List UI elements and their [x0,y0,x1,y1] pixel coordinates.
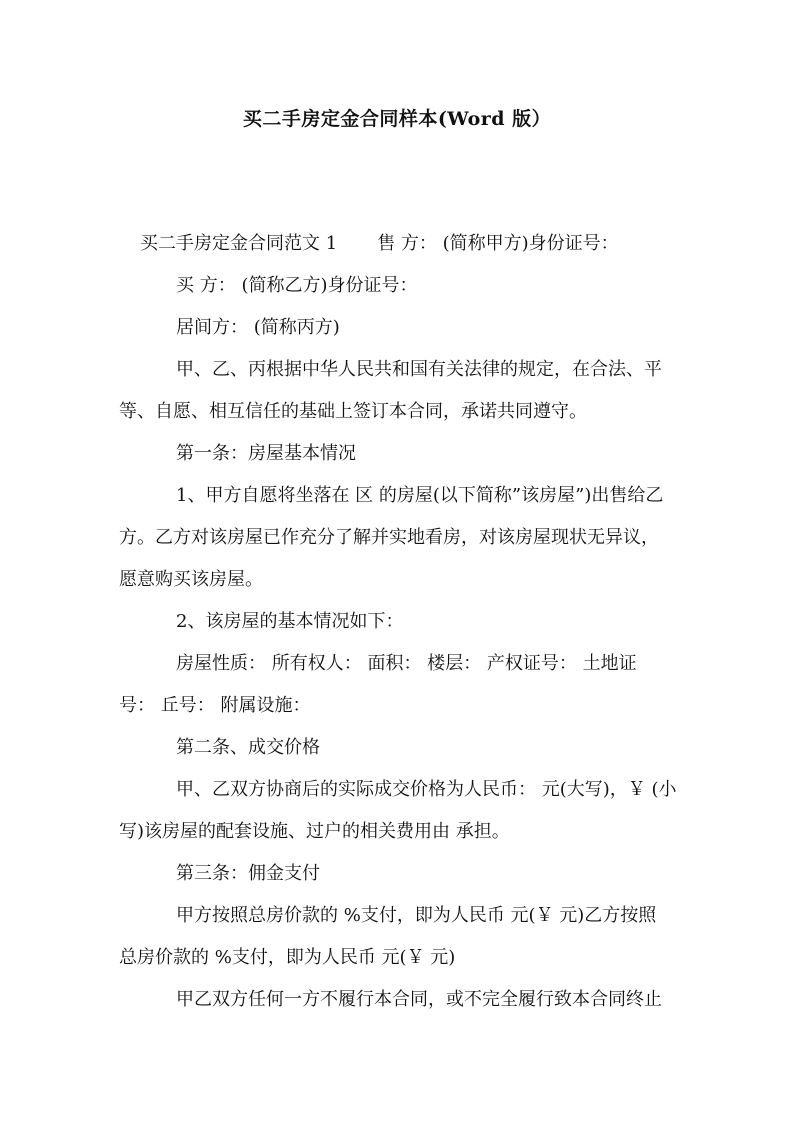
intro-heading: 买二手房定金合同范文 1 [140,233,338,254]
buyer-line: 买 方： (简称乙方)身份证号： [176,275,418,296]
article2-text-line: 甲、乙双方协商后的实际成交价格为人民币： 元(大写)，￥ (小 [176,779,677,800]
property-fields-line: 房屋性质： 所有权人： 面积： 楼层： 产权证号： 土地证 [176,653,637,674]
article3-text-line: 总房价款的 %支付，即为人民币 元(￥ 元) [119,947,456,968]
document-title: 买二手房定金合同样本(Word 版） [242,108,552,130]
article3-heading: 第三条：佣金支付 [176,863,320,884]
agent-line: 居间方： (简称丙方) [176,317,340,338]
preamble-line: 等、自愿、相互信任的基础上签订本合同，承诺共同遵守。 [119,401,587,422]
preamble-line: 甲、乙、丙根据中华人民共和国有关法律的规定，在合法、平 [176,359,662,380]
article1-clause1-line: 方。乙方对该房屋已作充分了解并实地看房，对该房屋现状无异议， [119,527,659,548]
article1-heading: 第一条：房屋基本情况 [176,443,356,464]
article1-clause2: 2、该房屋的基本情况如下： [176,611,404,632]
intro-line [140,232,619,256]
article1-clause1-line: 1、甲方自愿将坐落在 区 的房屋(以下简称”该房屋”)出售给乙 [176,485,664,506]
seller-line: 售 方： (简称甲方)身份证号： [377,233,619,254]
article1-clause1-line: 愿意购买该房屋。 [119,569,263,590]
final-text-line: 甲乙双方任何一方不履行本合同，或不完全履行致本合同终止 [176,989,662,1010]
article2-heading: 第二条、成交价格 [176,737,320,758]
article2-text-line: 写)该房屋的配套设施、过户的相关费用由 承担。 [119,821,510,842]
article3-text-line: 甲方按照总房价款的 %支付，即为人民币 元(￥ 元)乙方按照 [176,905,657,926]
property-fields-line: 号： 丘号： 附属设施： [119,695,311,716]
